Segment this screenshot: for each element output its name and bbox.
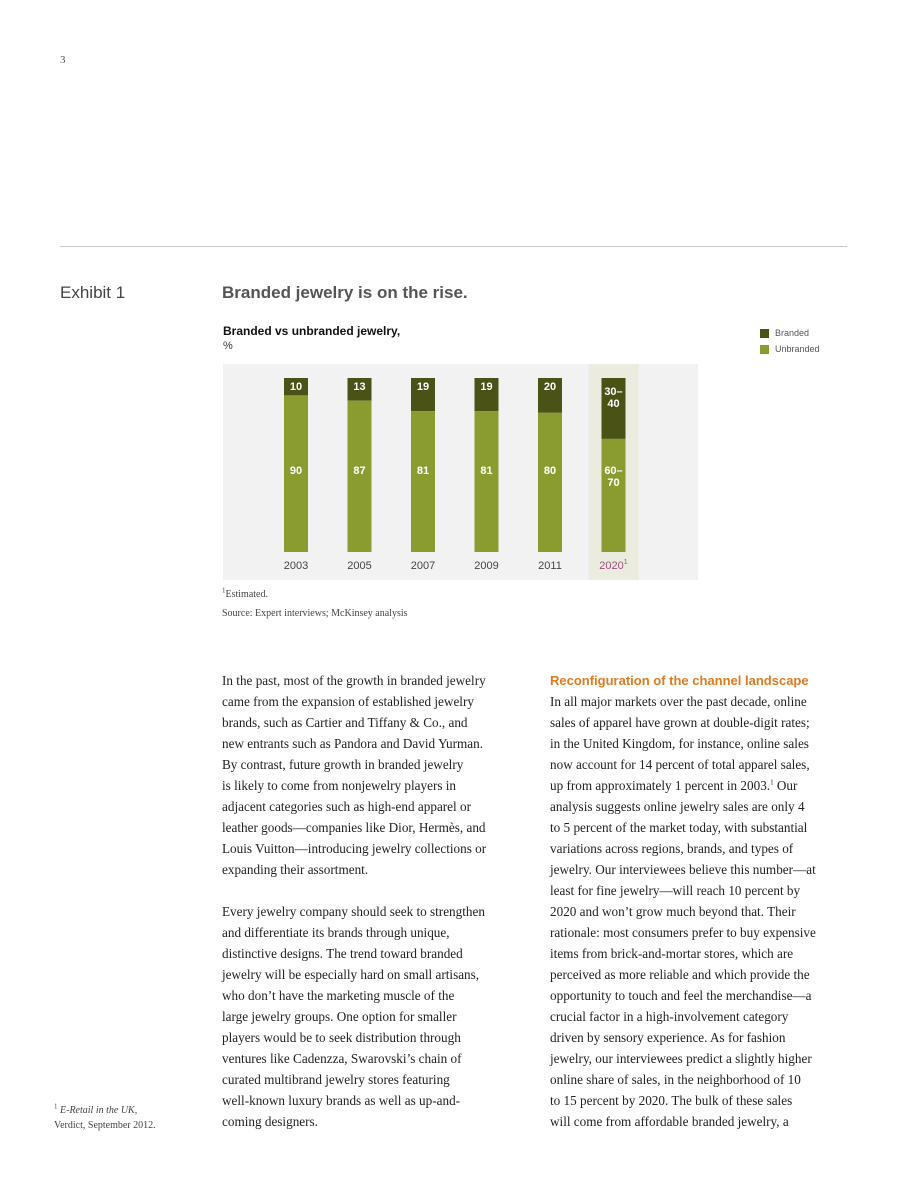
section-heading: Reconfiguration of the channel landscape <box>550 673 809 688</box>
x-tick-label-2005: 2005 <box>347 560 372 572</box>
text-line: came from the expansion of established jewelry <box>222 694 474 709</box>
paragraph <box>222 670 532 880</box>
text-line: expanding their assortment. <box>222 862 369 877</box>
text-line-content: crucial factor in a high-involvement category <box>550 1009 789 1024</box>
data-label-unbranded-2003: 90 <box>289 465 303 477</box>
data-label-branded-2020: 40 <box>607 398 620 410</box>
text-line: By contrast, future growth in branded jewelry <box>222 757 464 772</box>
text-line-content: 2020 and won’t grow much beyond that. Their <box>550 904 796 919</box>
text-line-content: In all major markets over the past decade, online <box>550 694 807 709</box>
chart-footnote <box>222 586 268 600</box>
data-label-unbranded-2005: 87 <box>353 465 366 477</box>
legend-swatch-branded <box>760 329 769 338</box>
text-line: jewelry will be especially hard on small artisans, <box>222 967 480 982</box>
text-line: players would be to seek distribution through <box>222 1030 461 1045</box>
text-line <box>550 838 860 859</box>
text-line <box>550 712 860 733</box>
text-line: leather goods—companies like Dior, Hermès, and <box>222 820 486 835</box>
text-line <box>550 817 860 838</box>
footnote-reference: 1 <box>770 778 774 787</box>
text-line-content: sales of apparel have grown at double-digit rates; <box>550 715 810 730</box>
x-tick-label-2007: 2007 <box>410 560 436 572</box>
data-label-unbranded-2009: 81 <box>480 465 493 477</box>
x-tick-label-2003: 2003 <box>283 560 309 572</box>
text-line <box>550 1090 860 1111</box>
text-line: well-known luxury brands as well as up-and- <box>222 1093 461 1108</box>
data-label-branded-2005: 13 <box>353 381 366 393</box>
side-footnote-mark: 1 <box>54 1102 58 1111</box>
text-line-content: to 5 percent of the market today, with substantial <box>550 820 808 835</box>
text-line: adjacent categories such as high-end apparel or <box>222 799 471 814</box>
text-line <box>550 1111 860 1132</box>
text-line: who don’t have the marketing muscle of the <box>222 988 455 1003</box>
text-line <box>550 985 860 1006</box>
text-line <box>550 880 860 901</box>
data-label-branded-2009: 19 <box>480 381 493 393</box>
exhibit-label: Exhibit 1 <box>60 283 126 302</box>
text-line <box>550 1006 860 1027</box>
stacked-bar-chart <box>223 364 698 580</box>
text-line: new entrants such as Pandora and David Yurman. <box>222 736 483 751</box>
text-line <box>550 1027 860 1048</box>
text-line-content: online share of sales, in the neighborhood of 10 <box>550 1072 801 1087</box>
x-tick-label-2020: 2020$^1$ <box>599 559 628 572</box>
text-line <box>550 691 860 712</box>
text-line: Every jewelry company should seek to strengthen <box>222 904 485 919</box>
text-line: brands, such as Cartier and Tiffany & Co., and <box>222 715 468 730</box>
text-line-content: now account for 14 percent of total apparel sales, <box>550 757 810 772</box>
text-line-content: variations across regions, brands, and types of <box>550 841 794 856</box>
text-line <box>550 775 860 796</box>
text-line-tail: Our <box>773 778 798 793</box>
side-footnote-publisher: Verdict, September 2012. <box>54 1120 156 1131</box>
text-line: coming designers. <box>222 1114 318 1129</box>
text-line-content: up from approximately 1 percent in 2003. <box>550 778 771 793</box>
text-line: distinctive designs. The trend toward branded <box>222 946 463 961</box>
divider <box>60 246 847 247</box>
text-line <box>550 943 860 964</box>
text-line <box>550 1069 860 1090</box>
data-label-branded-2020: 30– <box>604 386 623 398</box>
data-label-unbranded-2007: 81 <box>416 465 430 477</box>
data-label-branded-2011: 20 <box>543 381 557 393</box>
text-line: curated multibrand jewelry stores featuring <box>222 1072 450 1087</box>
text-line <box>550 733 860 754</box>
page-number: 3 <box>60 54 66 66</box>
paragraph <box>222 901 532 1132</box>
text-line-content: items from brick-and-mortar stores, which are <box>550 946 794 961</box>
text-line: ventures like Cadenzza, Swarovski’s chain of <box>222 1051 462 1066</box>
text-line <box>550 796 860 817</box>
text-line-content: jewelry, our interviewees predict a slightly higher <box>550 1051 812 1066</box>
data-label-branded-2007: 19 <box>416 381 430 393</box>
chart-source: Source: Expert interviews; McKinsey analysis <box>222 608 408 619</box>
text-line <box>550 859 860 880</box>
text-line: is likely to come from nonjewelry players in <box>222 778 457 793</box>
left-column <box>222 670 532 1132</box>
text-line: In the past, most of the growth in branded jewelry <box>222 673 486 688</box>
text-line: large jewelry groups. One option for smaller <box>222 1009 457 1024</box>
chart-unit: % <box>223 340 233 352</box>
side-footnote-title: E-Retail in the UK, <box>60 1105 138 1116</box>
chart-title: Branded vs unbranded jewelry, <box>223 324 401 338</box>
chart-legend <box>760 325 820 357</box>
text-line <box>550 922 860 943</box>
text-line-content: will come from affordable branded jewelry, a <box>550 1114 789 1129</box>
legend-item-branded <box>760 325 820 341</box>
text-line-content: analysis suggests online jewelry sales are only 4 <box>550 799 805 814</box>
bar-unbranded-2007 <box>411 411 435 552</box>
text-line: and differentiate its brands through unique, <box>222 925 450 940</box>
legend-item-unbranded <box>760 341 820 357</box>
x-tick-label-2011: 2011 <box>538 560 562 572</box>
bar-unbranded-2020 <box>602 439 626 552</box>
chart-footnote-text: Estimated. <box>225 589 268 600</box>
legend-label-unbranded: Unbranded <box>775 344 820 354</box>
legend-label-branded: Branded <box>775 328 810 338</box>
text-line: Louis Vuitton—introducing jewelry collections or <box>222 841 487 856</box>
text-line <box>550 964 860 985</box>
chart-footnote-mark: 1 <box>222 586 226 595</box>
x-tick-label-2009: 2009 <box>474 560 499 572</box>
text-line-content: least for fine jewelry—will reach 10 percent by <box>550 883 801 898</box>
text-line <box>550 754 860 775</box>
data-label-unbranded-2020: 70 <box>607 477 620 489</box>
legend-swatch-unbranded <box>760 345 769 354</box>
bar-unbranded-2009 <box>475 411 499 552</box>
text-line <box>550 901 860 922</box>
right-column <box>550 670 860 1132</box>
text-line-content: perceived as more reliable and which provide the <box>550 967 810 982</box>
data-label-unbranded-2011: 80 <box>543 465 557 477</box>
x-tick-footnote-mark: 1 <box>623 559 628 566</box>
right-column-text <box>550 691 860 1132</box>
text-line <box>550 1048 860 1069</box>
text-line-content: to 15 percent by 2020. The bulk of these sales <box>550 1093 793 1108</box>
text-line-content: jewelry. Our interviewees believe this number—at <box>550 862 816 877</box>
text-line-content: rationale: most consumers prefer to buy expensive <box>550 925 816 940</box>
data-label-branded-2003: 10 <box>289 381 303 393</box>
text-line-content: in the United Kingdom, for instance, online sales <box>550 736 809 751</box>
exhibit-title: Branded jewelry is on the rise. <box>222 283 468 302</box>
text-line-content: driven by sensory experience. As for fashion <box>550 1030 786 1045</box>
text-line-content: opportunity to touch and feel the merchandise—a <box>550 988 812 1003</box>
bar-unbranded-2011 <box>538 413 562 552</box>
data-label-unbranded-2020: 60– <box>604 465 623 477</box>
side-footnote <box>54 1103 156 1133</box>
